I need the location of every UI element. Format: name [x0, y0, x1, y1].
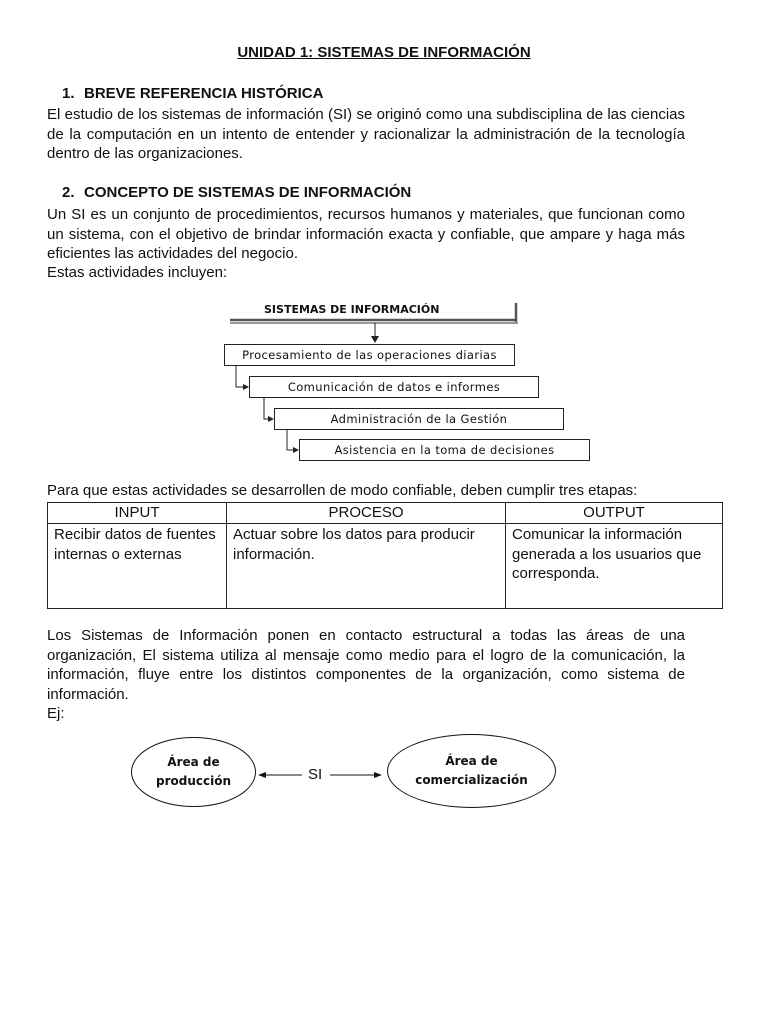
cell-output: Comunicar la información generada a los usuarios que corresponda. [506, 524, 723, 609]
step-box-4: Asistencia en la toma de decisiones [299, 439, 590, 461]
diagram-title: SISTEMAS DE INFORMACIÓN [264, 303, 440, 316]
arrow-left-head [258, 772, 266, 778]
example-label: Ej: [47, 705, 65, 722]
cell-input: Recibir datos de fuentes internas o externas [48, 524, 227, 609]
section-1-text: El estudio de los sistemas de información (SI) se originó como una subdisciplina de las ciencias de la computación en un intento de entender y racionalizar la administración de la tecnología dentro de las organizaciones. [47, 106, 685, 162]
step-box-1: Procesamiento de las operaciones diarias [224, 344, 515, 366]
header-input: INPUT [48, 503, 227, 524]
header-output: OUTPUT [506, 503, 723, 524]
arrow-right-head [374, 772, 382, 778]
diagram-connectors [0, 0, 768, 470]
table-intro: Para que estas actividades se desarrollen de modo confiable, deben cumplir tres etapas: [47, 482, 638, 499]
connector-step-2-3 [264, 398, 269, 419]
header-proceso: PROCESO [227, 503, 506, 524]
organization-paragraph: Los Sistemas de Información ponen en contacto estructural a todas las áreas de una organización, El sistema utiliza al mensaje como medio para el logro de la comunicación, la información, fluye entre los distintos componentes de la organización, como sistema de información. [47, 627, 685, 703]
connector-step-3-4 [287, 430, 294, 450]
ellipse-produccion: Área de producción [131, 737, 256, 807]
cell-proceso: Actuar sobre los datos para producir información. [227, 524, 506, 609]
ellipse-comercializacion: Área de comercialización [387, 734, 556, 808]
activities-intro: Estas actividades incluyen: [47, 264, 228, 281]
stages-table [47, 502, 723, 609]
si-label: SI [308, 766, 323, 783]
section-1-title: BREVE REFERENCIA HISTÓRICA [84, 85, 324, 102]
section-2-number: 2. [62, 184, 75, 201]
table-row [48, 524, 723, 609]
step-box-3: Administración de la Gestión [274, 408, 564, 430]
step-box-2: Comunicación de datos e informes [249, 376, 539, 398]
table-header-row [48, 503, 723, 524]
connector-step-1-2 [236, 366, 244, 387]
arrow-head-step-1 [371, 336, 379, 343]
page-title: UNIDAD 1: SISTEMAS DE INFORMACIÓN [237, 44, 531, 61]
section-2-title: CONCEPTO DE SISTEMAS DE INFORMACIÓN [84, 184, 412, 201]
section-2-text: Un SI es un conjunto de procedimientos, recursos humanos y materiales, que funcionan como un sistema, con el objetivo de brindar información exacta y confiable, que ampare y haga más eficientes las actividades del negocio. [47, 206, 685, 262]
section-1-number: 1. [62, 85, 75, 102]
